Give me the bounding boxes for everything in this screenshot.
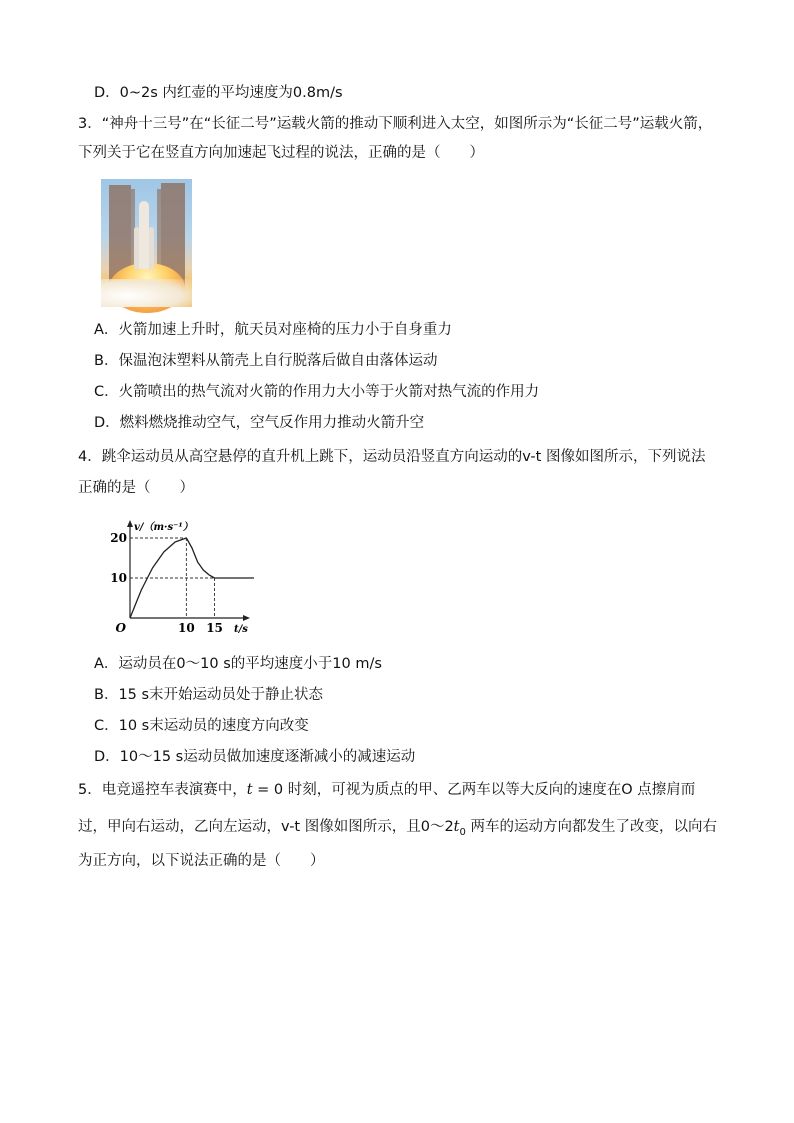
q3-stem-line2: 下列关于它在竖直方向加速起飞过程的说法，正确的是（ ） <box>78 145 484 161</box>
q5-line1-a: 5．电竞遥控车表演赛中， <box>78 782 247 798</box>
q3-option-b: B．保温泡沫塑料从箭壳上自行脱落后做自由落体运动 <box>94 353 438 369</box>
q4-option-c: C．10 s末运动员的速度方向改变 <box>94 718 309 734</box>
q5-line2-t: t <box>453 819 460 835</box>
q2-option-d: D．0~2s 内红壶的平均速度为0.8m/s <box>94 85 343 101</box>
q5-line1-b: = 0 时刻，可视为质点的甲、乙两车以等大反向的速度在O 点擦肩而 <box>252 782 696 798</box>
q4-option-b: B．15 s末开始运动员处于静止状态 <box>94 687 324 703</box>
y-tick-label: 20 <box>110 531 127 545</box>
q3-stem-line1: 3．“神舟十三号”在“长征二号”运载火箭的推动下顺利进入太空，如图所示为“长征二号”运载火箭， <box>78 116 713 132</box>
q5-line2-b: 两车的运动方向都发生了改变，以向右 <box>465 819 717 835</box>
q3-option-d: D．燃料燃烧推动空气，空气反作用力推动火箭升空 <box>94 415 425 431</box>
x-tick-label: 15 <box>206 621 223 635</box>
q4-option-d: D．10～15 s运动员做加速度逐渐减小的减速运动 <box>94 749 416 765</box>
q5-stem-line2 <box>78 817 717 843</box>
vt-chart <box>112 518 252 634</box>
q5-line2-a: 过，甲向右运动，乙向左运动，v-t 图像如图所示，且0～2 <box>78 819 454 835</box>
y-axis-arrow <box>127 520 133 527</box>
x-axis-label: t/s <box>234 624 248 635</box>
y-tick-label: 10 <box>110 571 127 585</box>
rocket-launch-image <box>101 179 192 307</box>
q5-stem-line1 <box>78 780 695 800</box>
q5-line2-sub: 0 <box>459 826 466 838</box>
q4-stem-line2: 正确的是（ ） <box>78 480 194 496</box>
x-tick-label: 10 <box>178 621 195 635</box>
q3-option-c: C．火箭喷出的热气流对火箭的作用力大小等于火箭对热气流的作用力 <box>94 384 540 400</box>
q4-stem-line1: 4．跳伞运动员从高空悬停的直升机上跳下，运动员沿竖直方向运动的v-t 图像如图所示，下列说法 <box>78 449 706 465</box>
origin-label: O <box>115 621 126 635</box>
q3-option-a: A．火箭加速上升时，航天员对座椅的压力小于自身重力 <box>94 322 452 338</box>
q4-option-a: A．运动员在0～10 s的平均速度小于10 m/s <box>94 656 382 672</box>
q5-stem-line3: 为正方向，以下说法正确的是（ ） <box>78 853 325 869</box>
q5-line1-t: t <box>246 782 253 798</box>
y-axis-label: v/（m·s⁻¹） <box>134 522 193 533</box>
x-axis-arrow <box>243 615 250 621</box>
